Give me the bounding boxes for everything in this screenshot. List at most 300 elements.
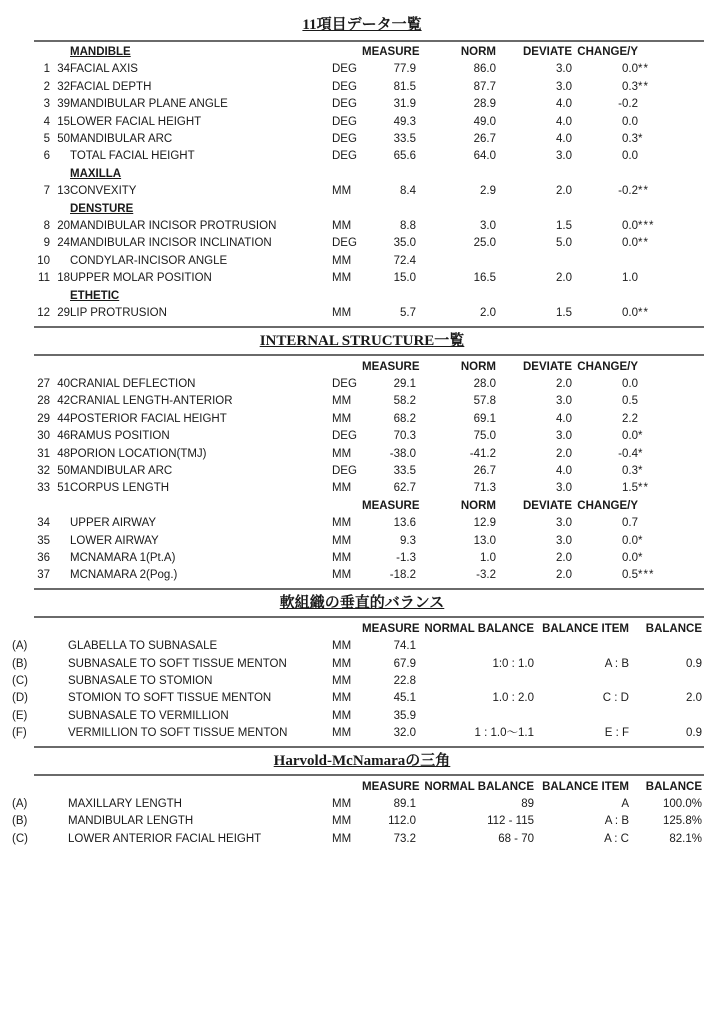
empty-cell <box>50 201 70 218</box>
norm-cell: 28.9 <box>473 98 496 111</box>
item-code-cell <box>50 550 70 567</box>
unit-cell: DEG <box>332 464 357 477</box>
item-name-cell: CONVEXITY <box>70 185 137 198</box>
horizontal-rule <box>34 616 704 618</box>
table-row <box>12 235 712 252</box>
unit-cell: DEG <box>332 133 357 146</box>
normal-balance-cell <box>416 708 534 725</box>
group-row <box>12 166 712 183</box>
row-number-cell: 37 <box>37 569 50 582</box>
item-name-cell: SUBNASALE TO SOFT TISSUE MENTON <box>68 657 287 670</box>
balance-cell: 0.9 <box>686 657 702 670</box>
measure-cell: 49.3 <box>393 115 416 128</box>
empty-cell <box>332 288 362 305</box>
measure-cell: 112.0 <box>388 815 416 828</box>
table-row <box>12 253 712 270</box>
item-letter-cell: (A) <box>12 798 28 811</box>
measure-cell: 70.3 <box>393 430 416 443</box>
item-name-cell: POSTERIOR FACIAL HEIGHT <box>70 412 227 425</box>
significance-flag-cell <box>638 393 712 410</box>
empty-cell <box>638 201 712 218</box>
group-header-cell: ETHETIC <box>70 289 120 302</box>
deviate-cell: 1.5 <box>556 307 572 320</box>
table-row <box>12 393 712 410</box>
empty-cell <box>572 288 638 305</box>
normal-balance-cell <box>416 638 534 655</box>
change-y-cell: 0.3 <box>622 464 638 477</box>
balance-cell: 125.8% <box>662 815 702 828</box>
filler-cell <box>702 690 712 707</box>
balance-item-cell <box>534 673 629 690</box>
significance-flag-cell <box>638 411 712 428</box>
group-header-cell: MANDIBLE <box>70 46 131 58</box>
column-header-row <box>12 779 712 796</box>
row-number-cell: 33 <box>37 482 50 495</box>
empty-cell <box>702 621 712 638</box>
empty-cell <box>332 779 362 796</box>
row-number-cell: 4 <box>43 115 50 128</box>
empty-cell <box>332 201 362 218</box>
group-row <box>12 288 712 305</box>
unit-cell: MM <box>332 220 352 233</box>
change-y-cell <box>572 253 638 270</box>
column-header-cell: DEVIATE <box>523 499 572 512</box>
column-header-cell: MEASURE <box>362 780 420 793</box>
normal-balance-cell: 89 <box>521 798 534 811</box>
item-code-cell: 42 <box>57 395 70 408</box>
row-number-cell: 29 <box>37 412 50 425</box>
column-header-cell: NORM <box>460 499 496 512</box>
item-code-cell: 50 <box>57 133 70 146</box>
unit-cell: DEG <box>332 430 357 443</box>
balance-item-cell: A : B <box>604 657 629 670</box>
measure-cell: 58.2 <box>393 395 416 408</box>
unit-cell: MM <box>332 798 352 811</box>
change-y-cell: -0.2 <box>618 98 638 111</box>
unit-cell: DEG <box>332 80 357 93</box>
filler-cell <box>702 656 712 673</box>
table-row <box>12 673 712 690</box>
empty-cell <box>416 201 496 218</box>
unit-cell: DEG <box>332 63 357 76</box>
empty-cell <box>416 288 496 305</box>
norm-cell: 49.0 <box>473 115 496 128</box>
table-row <box>12 725 712 742</box>
item-name-cell: MANDIBULAR INCISOR PROTRUSION <box>70 220 277 233</box>
empty-cell <box>12 201 50 218</box>
empty-cell <box>638 166 712 183</box>
item-code-cell: 24 <box>57 237 70 250</box>
unit-cell: MM <box>332 569 352 582</box>
measure-cell: 65.6 <box>393 150 416 163</box>
significance-flag-cell: * <box>638 464 644 477</box>
significance-flag-cell: *** <box>638 220 655 233</box>
norm-cell: 71.3 <box>473 482 496 495</box>
filler-cell <box>702 725 712 742</box>
empty-cell <box>362 288 416 305</box>
column-header-cell: CHANGE/Y <box>577 46 638 58</box>
measure-cell: 89.1 <box>393 798 416 811</box>
empty-cell <box>12 498 50 515</box>
significance-flag-cell: * <box>638 133 644 146</box>
item-code-cell: 13 <box>57 185 70 198</box>
unit-cell: MM <box>332 832 352 845</box>
empty-cell <box>70 498 332 515</box>
cephalometric-report-page <box>12 0 712 848</box>
measure-cell: 33.5 <box>393 464 416 477</box>
table-row <box>12 515 712 532</box>
section-title: 軟組織の垂直的バランス <box>279 594 445 611</box>
measure-cell: 67.9 <box>393 657 416 670</box>
row-number-cell: 28 <box>37 395 50 408</box>
group-header-cell: MAXILLA <box>70 167 122 180</box>
column-header-cell: MEASURE <box>362 360 420 373</box>
empty-cell <box>332 166 362 183</box>
norm-cell: 26.7 <box>473 133 496 146</box>
measure-cell: 35.9 <box>393 709 416 722</box>
significance-flag-cell <box>638 270 712 287</box>
empty-cell <box>496 166 572 183</box>
measure-cell: 62.7 <box>393 482 416 495</box>
balance-item-cell <box>534 638 629 655</box>
filler-cell <box>702 638 712 655</box>
row-number-cell: 7 <box>43 185 50 198</box>
balance-item-cell: A <box>621 798 629 811</box>
table-row <box>12 550 712 567</box>
table-row <box>12 708 712 725</box>
change-y-cell: 0.0 <box>622 430 638 443</box>
table-row <box>12 656 712 673</box>
measure-cell: -38.0 <box>389 447 416 460</box>
deviate-cell: 3.0 <box>556 80 572 93</box>
empty-cell <box>496 288 572 305</box>
norm-cell: 69.1 <box>473 412 496 425</box>
measure-cell: 74.1 <box>393 640 416 653</box>
row-number-cell: 12 <box>37 307 50 320</box>
item-code-cell: 46 <box>57 430 70 443</box>
deviate-cell: 3.0 <box>556 430 572 443</box>
deviate-cell: 2.0 <box>556 185 572 198</box>
balance-item-cell: E : F <box>604 727 629 740</box>
filler-cell <box>702 796 712 813</box>
unit-cell: MM <box>332 534 352 547</box>
unit-cell: DEG <box>332 237 357 250</box>
change-y-cell: 0.0 <box>622 377 638 390</box>
norm-cell: 13.0 <box>473 534 496 547</box>
unit-cell: MM <box>332 517 352 530</box>
item-code-cell <box>50 515 70 532</box>
significance-flag-cell: ** <box>638 307 649 320</box>
item-letter-cell: (E) <box>12 709 28 722</box>
column-header-cell: BALANCE <box>645 780 702 793</box>
significance-flag-cell: *** <box>638 569 655 582</box>
measure-cell: 31.9 <box>393 98 416 111</box>
deviate-cell: 1.5 <box>556 220 572 233</box>
empty-cell <box>638 44 712 61</box>
norm-cell: -41.2 <box>469 447 496 460</box>
item-code-cell: 32 <box>57 80 70 93</box>
item-name-cell: STOMION TO SOFT TISSUE MENTON <box>68 692 272 705</box>
measure-cell: 15.0 <box>393 272 416 285</box>
unit-cell: MM <box>332 307 352 320</box>
empty-cell <box>12 288 50 305</box>
balance-cell: 2.0 <box>686 692 702 705</box>
table-row <box>12 638 712 655</box>
item-code-cell <box>50 533 70 550</box>
table-row <box>12 270 712 287</box>
empty-cell <box>332 359 362 376</box>
deviate-cell: 3.0 <box>556 63 572 76</box>
item-code-cell: 39 <box>57 98 70 111</box>
unit-cell: MM <box>332 185 352 198</box>
item-name-cell: FACIAL AXIS <box>70 63 138 76</box>
balance-cell <box>629 638 702 655</box>
data-table <box>12 359 712 585</box>
norm-cell: 28.0 <box>473 377 496 390</box>
row-number-cell: 10 <box>37 254 50 267</box>
significance-flag-cell: * <box>638 551 644 564</box>
table-row <box>12 533 712 550</box>
row-number-cell: 30 <box>37 430 50 443</box>
measure-cell: 33.5 <box>393 133 416 146</box>
item-name-cell: LIP PROTRUSION <box>70 307 167 320</box>
normal-balance-cell: 112 - 115 <box>487 815 534 828</box>
item-code-cell <box>50 567 70 584</box>
table-row <box>12 376 712 393</box>
significance-flag-cell <box>638 376 712 393</box>
significance-flag-cell: ** <box>638 482 649 495</box>
change-y-cell: 0.0 <box>622 551 638 564</box>
unit-cell: MM <box>332 254 352 267</box>
unit-cell: MM <box>332 272 352 285</box>
significance-flag-cell: ** <box>638 185 649 198</box>
deviate-cell: 3.0 <box>556 534 572 547</box>
row-number-cell: 11 <box>38 272 50 285</box>
change-y-cell: 0.0 <box>622 237 638 250</box>
change-y-cell: 0.0 <box>622 307 638 320</box>
item-code-cell: 44 <box>57 412 70 425</box>
measure-cell: 8.8 <box>400 220 416 233</box>
column-header-cell: NORMAL BALANCE <box>424 622 534 635</box>
column-header-cell: CHANGE/Y <box>577 360 638 373</box>
unit-cell: MM <box>332 657 352 670</box>
unit-cell: MM <box>332 447 352 460</box>
measure-cell: 29.1 <box>393 377 416 390</box>
item-name-cell: MANDIBULAR LENGTH <box>68 815 194 828</box>
table-row <box>12 831 712 848</box>
norm-cell: 2.9 <box>480 185 496 198</box>
item-name-cell: MANDIBULAR PLANE ANGLE <box>70 98 228 111</box>
deviate-cell: 4.0 <box>556 115 572 128</box>
table-row <box>12 96 712 113</box>
table-row <box>12 567 712 584</box>
measure-cell: -1.3 <box>396 551 416 564</box>
item-name-cell: CRANIAL DEFLECTION <box>70 377 196 390</box>
item-name-cell: UPPER AIRWAY <box>70 517 157 530</box>
item-name-cell: GLABELLA TO SUBNASALE <box>68 640 218 653</box>
significance-flag-cell: * <box>638 447 644 460</box>
filler-cell <box>702 831 712 848</box>
norm-cell: 25.0 <box>473 237 496 250</box>
empty-cell <box>50 498 70 515</box>
row-number-cell: 31 <box>37 447 50 460</box>
deviate-cell: 2.0 <box>556 447 572 460</box>
unit-cell: DEG <box>332 377 357 390</box>
item-name-cell: UPPER MOLAR POSITION <box>70 272 212 285</box>
change-y-cell: -0.2 <box>618 185 638 198</box>
deviate-cell: 3.0 <box>556 482 572 495</box>
significance-flag-cell <box>638 96 712 113</box>
empty-cell <box>702 779 712 796</box>
column-header-cell: MEASURE <box>362 622 420 635</box>
table-row <box>12 411 712 428</box>
row-number-cell: 35 <box>37 534 50 547</box>
table-row <box>12 61 712 78</box>
measure-cell: 8.4 <box>400 185 416 198</box>
norm-cell: 86.0 <box>473 63 496 76</box>
horizontal-rule <box>34 746 704 748</box>
item-name-cell: VERMILLION TO SOFT TISSUE MENTON <box>68 727 288 740</box>
column-header-row <box>12 498 712 515</box>
column-header-row <box>12 621 712 638</box>
normal-balance-cell: 1 : 1.0〜1.1 <box>474 727 534 740</box>
norm-cell: 16.5 <box>473 272 496 285</box>
measure-cell: 81.5 <box>393 80 416 93</box>
column-header-cell: DEVIATE <box>523 46 572 58</box>
empty-cell <box>68 779 332 796</box>
normal-balance-cell: 1.0 : 2.0 <box>492 692 534 705</box>
change-y-cell: 1.5 <box>622 482 638 495</box>
empty-cell <box>12 621 68 638</box>
unit-cell: DEG <box>332 150 357 163</box>
column-header-cell: NORM <box>460 46 496 58</box>
item-name-cell: MCNAMARA 1(Pt.A) <box>70 551 176 564</box>
row-number-cell: 5 <box>43 133 50 146</box>
unit-cell: MM <box>332 551 352 564</box>
unit-cell: MM <box>332 412 352 425</box>
table-row <box>12 480 712 497</box>
significance-flag-cell <box>638 114 712 131</box>
measure-cell: 77.9 <box>393 63 416 76</box>
change-y-cell: 0.0 <box>622 220 638 233</box>
item-code-cell: 29 <box>57 307 70 320</box>
balance-item-cell <box>534 708 629 725</box>
column-header-cell: NORMAL BALANCE <box>424 780 534 793</box>
column-header-row <box>12 359 712 376</box>
unit-cell: MM <box>332 675 352 687</box>
significance-flag-cell: * <box>638 430 644 443</box>
item-letter-cell: (F) <box>12 727 27 740</box>
horizontal-rule <box>34 326 704 328</box>
deviate-cell: 4.0 <box>556 98 572 111</box>
normal-balance-cell <box>416 673 534 690</box>
norm-cell: -3.2 <box>476 569 496 582</box>
balance-cell: 0.9 <box>686 727 702 740</box>
row-number-cell: 6 <box>43 150 50 163</box>
column-header-cell: MEASURE <box>362 499 420 512</box>
norm-cell: 1.0 <box>480 551 496 564</box>
filler-cell <box>702 708 712 725</box>
item-name-cell: RAMUS POSITION <box>70 430 170 443</box>
unit-cell: MM <box>332 482 352 495</box>
row-number-cell: 8 <box>43 220 50 233</box>
balance-item-cell: A : B <box>604 815 629 828</box>
horizontal-rule <box>34 588 704 590</box>
item-name-cell: MANDIBULAR ARC <box>70 464 173 477</box>
balance-cell <box>629 673 702 690</box>
table-row <box>12 218 712 235</box>
item-name-cell: CORPUS LENGTH <box>70 482 170 495</box>
norm-cell: 57.8 <box>473 395 496 408</box>
empty-cell <box>572 201 638 218</box>
item-name-cell: FACIAL DEPTH <box>70 80 152 93</box>
section-title: 11項目データ一覧 <box>302 17 422 33</box>
section-soft-tissue-vertical-balance <box>12 594 712 743</box>
item-code-cell: 51 <box>57 482 70 495</box>
change-y-cell: 2.2 <box>622 412 638 425</box>
change-y-cell: 0.3 <box>622 80 638 93</box>
item-name-cell: CRANIAL LENGTH-ANTERIOR <box>70 395 233 408</box>
row-number-cell: 1 <box>43 63 50 76</box>
unit-cell: DEG <box>332 115 357 128</box>
item-letter-cell: (A) <box>12 640 28 653</box>
change-y-cell: 0.0 <box>622 534 638 547</box>
measure-cell: 9.3 <box>400 534 416 547</box>
deviate-cell: 2.0 <box>556 551 572 564</box>
item-code-cell <box>50 253 70 270</box>
section-title: Harvold-McNamaraの三角 <box>273 752 451 769</box>
row-number-cell: 3 <box>43 98 50 111</box>
change-y-cell: -0.4 <box>618 447 638 460</box>
row-number-cell: 2 <box>43 80 50 93</box>
column-header-cell: BALANCE ITEM <box>542 780 629 793</box>
empty-cell <box>12 166 50 183</box>
balance-cell <box>629 708 702 725</box>
change-y-cell: 0.7 <box>622 517 638 530</box>
empty-cell <box>416 166 496 183</box>
norm-cell: 87.7 <box>473 80 496 93</box>
unit-cell: MM <box>332 692 352 705</box>
significance-flag-cell: * <box>638 534 644 547</box>
item-code-cell: 34 <box>57 63 70 76</box>
item-name-cell: MCNAMARA 2(Pog.) <box>70 569 178 582</box>
column-header-cell: BALANCE ITEM <box>542 622 629 635</box>
norm-cell: 3.0 <box>480 220 496 233</box>
norm-cell: 2.0 <box>480 307 496 320</box>
item-code-cell <box>50 148 70 165</box>
deviate-cell: 4.0 <box>556 133 572 146</box>
row-number-cell: 34 <box>37 517 50 530</box>
empty-cell <box>362 201 416 218</box>
empty-cell <box>362 166 416 183</box>
item-code-cell: 50 <box>57 464 70 477</box>
empty-cell <box>12 779 68 796</box>
empty-cell <box>50 44 70 61</box>
significance-flag-cell: ** <box>638 237 649 250</box>
item-name-cell: MANDIBULAR INCISOR INCLINATION <box>70 237 272 250</box>
row-number-cell: 36 <box>37 551 50 564</box>
row-number-cell: 9 <box>43 237 50 250</box>
section-harvold-mcnamara-triangle <box>12 752 712 849</box>
table-row <box>12 428 712 445</box>
empty-cell <box>50 166 70 183</box>
column-header-row <box>12 44 712 61</box>
deviate-cell: 5.0 <box>556 237 572 250</box>
item-name-cell: PORION LOCATION(TMJ) <box>70 447 207 460</box>
deviate-cell: 2.0 <box>556 377 572 390</box>
table-row <box>12 446 712 463</box>
deviate-cell: 2.0 <box>556 272 572 285</box>
